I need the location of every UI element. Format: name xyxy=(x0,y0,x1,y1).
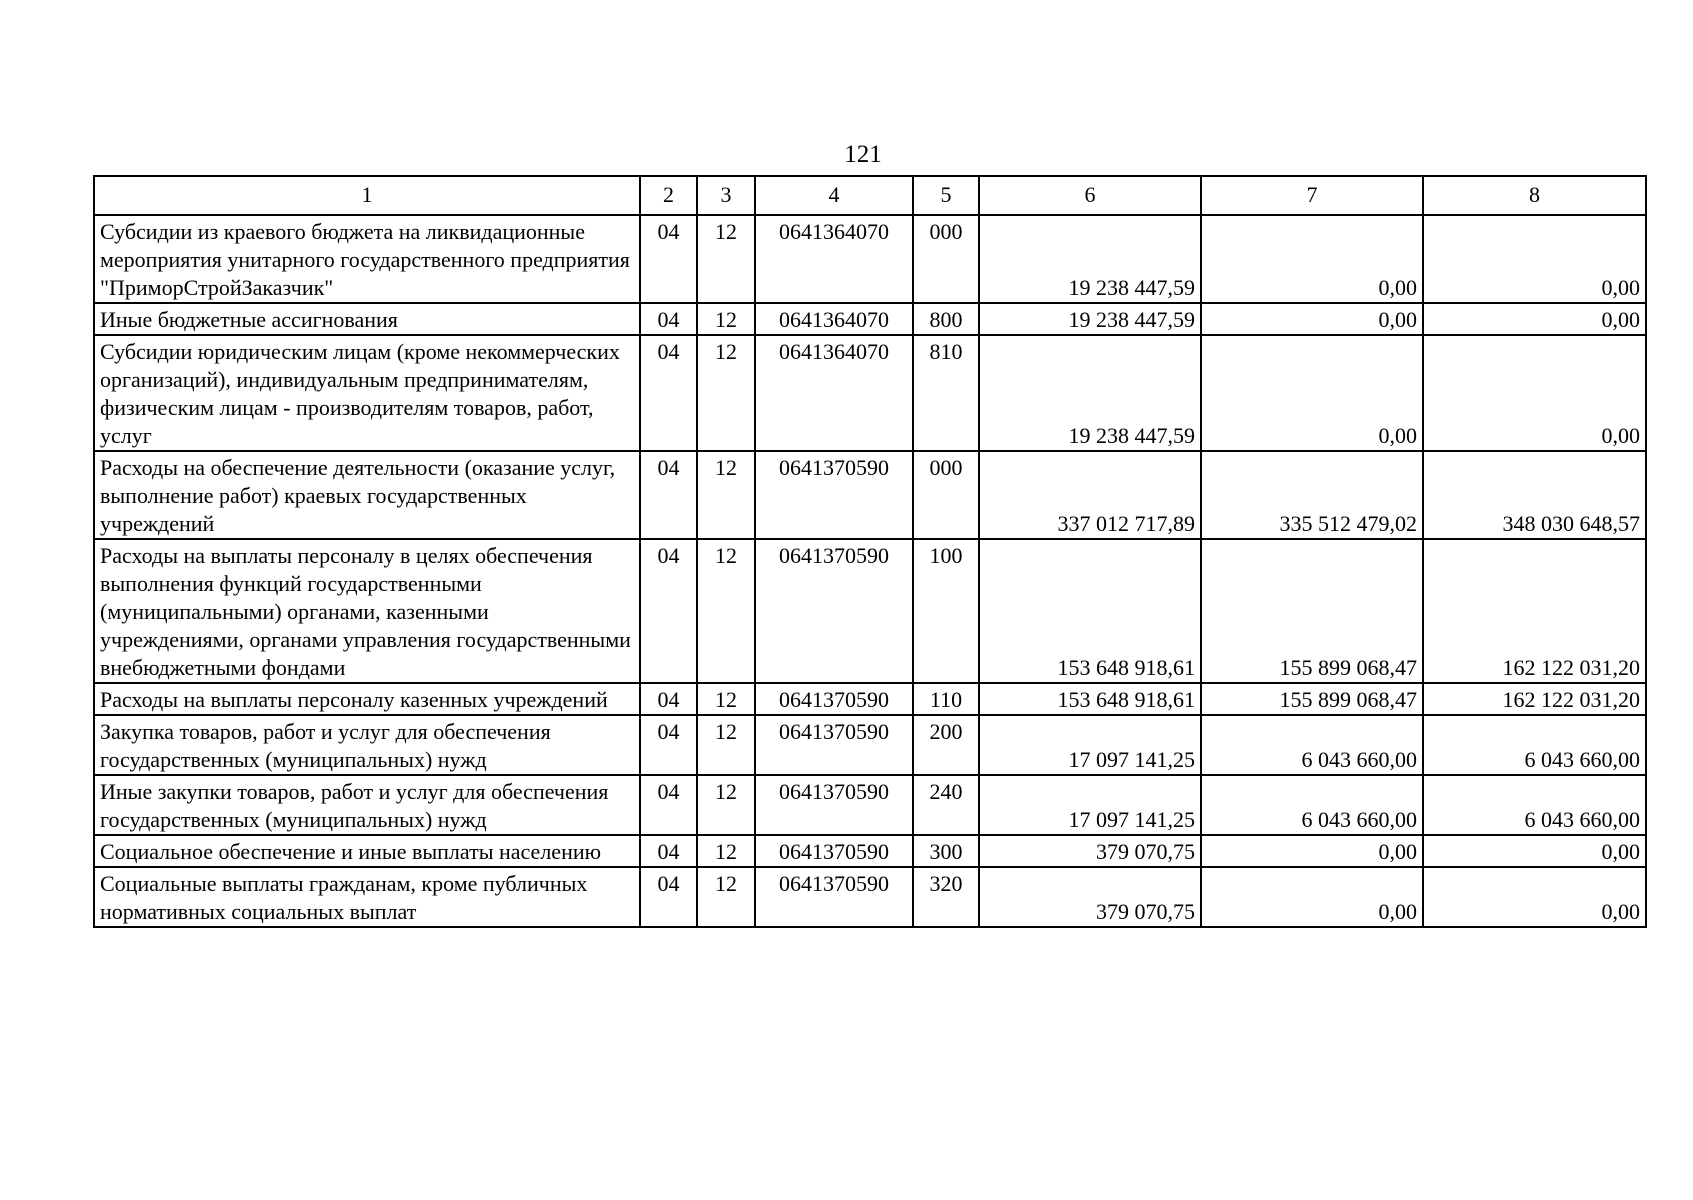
column-header: 3 xyxy=(697,176,755,215)
column-header: 2 xyxy=(640,176,697,215)
amount-year2-cell: 335 512 479,02 xyxy=(1201,451,1423,539)
amount-year1-cell: 153 648 918,61 xyxy=(979,683,1201,715)
amount-year3-cell: 348 030 648,57 xyxy=(1423,451,1646,539)
amount-year1-cell: 19 238 447,59 xyxy=(979,303,1201,335)
row-name-cell: Расходы на выплаты персоналу в целях обеспечения выполнения функций государственными (муниципальными) органами, казенными учреждениями, органами управления государственными внебюджетными фондами xyxy=(94,539,640,683)
table-row xyxy=(94,683,1646,715)
amount-year2-cell: 6 043 660,00 xyxy=(1201,715,1423,775)
section-code-cell: 04 xyxy=(640,539,697,683)
column-header: 1 xyxy=(94,176,640,215)
table-row xyxy=(94,303,1646,335)
amount-year2-cell: 155 899 068,47 xyxy=(1201,539,1423,683)
section-code-cell: 04 xyxy=(640,683,697,715)
expense-kind-cell: 100 xyxy=(913,539,979,683)
table-row xyxy=(94,775,1646,835)
subsection-code-cell: 12 xyxy=(697,775,755,835)
expense-kind-cell: 200 xyxy=(913,715,979,775)
subsection-code-cell: 12 xyxy=(697,683,755,715)
subsection-code-cell: 12 xyxy=(697,303,755,335)
header-row xyxy=(94,176,1646,215)
amount-year1-cell: 337 012 717,89 xyxy=(979,451,1201,539)
amount-year1-cell: 17 097 141,25 xyxy=(979,775,1201,835)
amount-year2-cell: 0,00 xyxy=(1201,335,1423,451)
row-name-cell: Расходы на выплаты персоналу казенных учреждений xyxy=(94,683,640,715)
expense-kind-cell: 810 xyxy=(913,335,979,451)
target-code-cell: 0641370590 xyxy=(755,867,913,927)
column-header: 7 xyxy=(1201,176,1423,215)
section-code-cell: 04 xyxy=(640,303,697,335)
section-code-cell: 04 xyxy=(640,835,697,867)
subsection-code-cell: 12 xyxy=(697,835,755,867)
expense-kind-cell: 110 xyxy=(913,683,979,715)
subsection-code-cell: 12 xyxy=(697,451,755,539)
expense-kind-cell: 240 xyxy=(913,775,979,835)
row-name-cell: Иные бюджетные ассигнования xyxy=(94,303,640,335)
amount-year3-cell: 0,00 xyxy=(1423,835,1646,867)
target-code-cell: 0641364070 xyxy=(755,335,913,451)
amount-year1-cell: 379 070,75 xyxy=(979,867,1201,927)
row-name-cell: Социальное обеспечение и иные выплаты населению xyxy=(94,835,640,867)
target-code-cell: 0641370590 xyxy=(755,775,913,835)
column-header: 5 xyxy=(913,176,979,215)
amount-year2-cell: 0,00 xyxy=(1201,867,1423,927)
amount-year2-cell: 6 043 660,00 xyxy=(1201,775,1423,835)
table-row xyxy=(94,215,1646,303)
table-row xyxy=(94,715,1646,775)
table-row xyxy=(94,335,1646,451)
column-header: 8 xyxy=(1423,176,1646,215)
expense-kind-cell: 320 xyxy=(913,867,979,927)
subsection-code-cell: 12 xyxy=(697,539,755,683)
amount-year1-cell: 379 070,75 xyxy=(979,835,1201,867)
subsection-code-cell: 12 xyxy=(697,215,755,303)
amount-year3-cell: 0,00 xyxy=(1423,303,1646,335)
target-code-cell: 0641370590 xyxy=(755,683,913,715)
row-name-cell: Расходы на обеспечение деятельности (оказание услуг, выполнение работ) краевых государственных учреждений xyxy=(94,451,640,539)
amount-year2-cell: 0,00 xyxy=(1201,303,1423,335)
amount-year2-cell: 0,00 xyxy=(1201,215,1423,303)
subsection-code-cell: 12 xyxy=(697,867,755,927)
section-code-cell: 04 xyxy=(640,335,697,451)
expense-kind-cell: 300 xyxy=(913,835,979,867)
expense-kind-cell: 000 xyxy=(913,215,979,303)
amount-year3-cell: 0,00 xyxy=(1423,335,1646,451)
amount-year1-cell: 19 238 447,59 xyxy=(979,335,1201,451)
table-row xyxy=(94,451,1646,539)
amount-year2-cell: 0,00 xyxy=(1201,835,1423,867)
subsection-code-cell: 12 xyxy=(697,715,755,775)
amount-year3-cell: 6 043 660,00 xyxy=(1423,775,1646,835)
budget-table xyxy=(93,175,1647,928)
table-row xyxy=(94,835,1646,867)
section-code-cell: 04 xyxy=(640,867,697,927)
subsection-code-cell: 12 xyxy=(697,335,755,451)
row-name-cell: Социальные выплаты гражданам, кроме публичных нормативных социальных выплат xyxy=(94,867,640,927)
amount-year3-cell: 0,00 xyxy=(1423,215,1646,303)
amount-year1-cell: 19 238 447,59 xyxy=(979,215,1201,303)
target-code-cell: 0641370590 xyxy=(755,835,913,867)
amount-year3-cell: 162 122 031,20 xyxy=(1423,539,1646,683)
row-name-cell: Иные закупки товаров, работ и услуг для обеспечения государственных (муниципальных) нужд xyxy=(94,775,640,835)
amount-year2-cell: 155 899 068,47 xyxy=(1201,683,1423,715)
amount-year1-cell: 153 648 918,61 xyxy=(979,539,1201,683)
page-number: 121 xyxy=(844,141,882,168)
column-header: 6 xyxy=(979,176,1201,215)
table-row xyxy=(94,539,1646,683)
section-code-cell: 04 xyxy=(640,715,697,775)
target-code-cell: 0641364070 xyxy=(755,215,913,303)
amount-year3-cell: 6 043 660,00 xyxy=(1423,715,1646,775)
amount-year1-cell: 17 097 141,25 xyxy=(979,715,1201,775)
row-name-cell: Субсидии из краевого бюджета на ликвидационные мероприятия унитарного государственного предприятия "ПриморСтройЗаказчик" xyxy=(94,215,640,303)
amount-year3-cell: 0,00 xyxy=(1423,867,1646,927)
row-name-cell: Закупка товаров, работ и услуг для обеспечения государственных (муниципальных) нужд xyxy=(94,715,640,775)
target-code-cell: 0641370590 xyxy=(755,539,913,683)
row-name-cell: Субсидии юридическим лицам (кроме некоммерческих организаций), индивидуальным предпринимателям, физическим лицам - производителям товаров, работ, услуг xyxy=(94,335,640,451)
table-row xyxy=(94,867,1646,927)
section-code-cell: 04 xyxy=(640,451,697,539)
amount-year3-cell: 162 122 031,20 xyxy=(1423,683,1646,715)
target-code-cell: 0641370590 xyxy=(755,451,913,539)
section-code-cell: 04 xyxy=(640,775,697,835)
expense-kind-cell: 800 xyxy=(913,303,979,335)
section-code-cell: 04 xyxy=(640,215,697,303)
target-code-cell: 0641370590 xyxy=(755,715,913,775)
expense-kind-cell: 000 xyxy=(913,451,979,539)
column-header: 4 xyxy=(755,176,913,215)
target-code-cell: 0641364070 xyxy=(755,303,913,335)
